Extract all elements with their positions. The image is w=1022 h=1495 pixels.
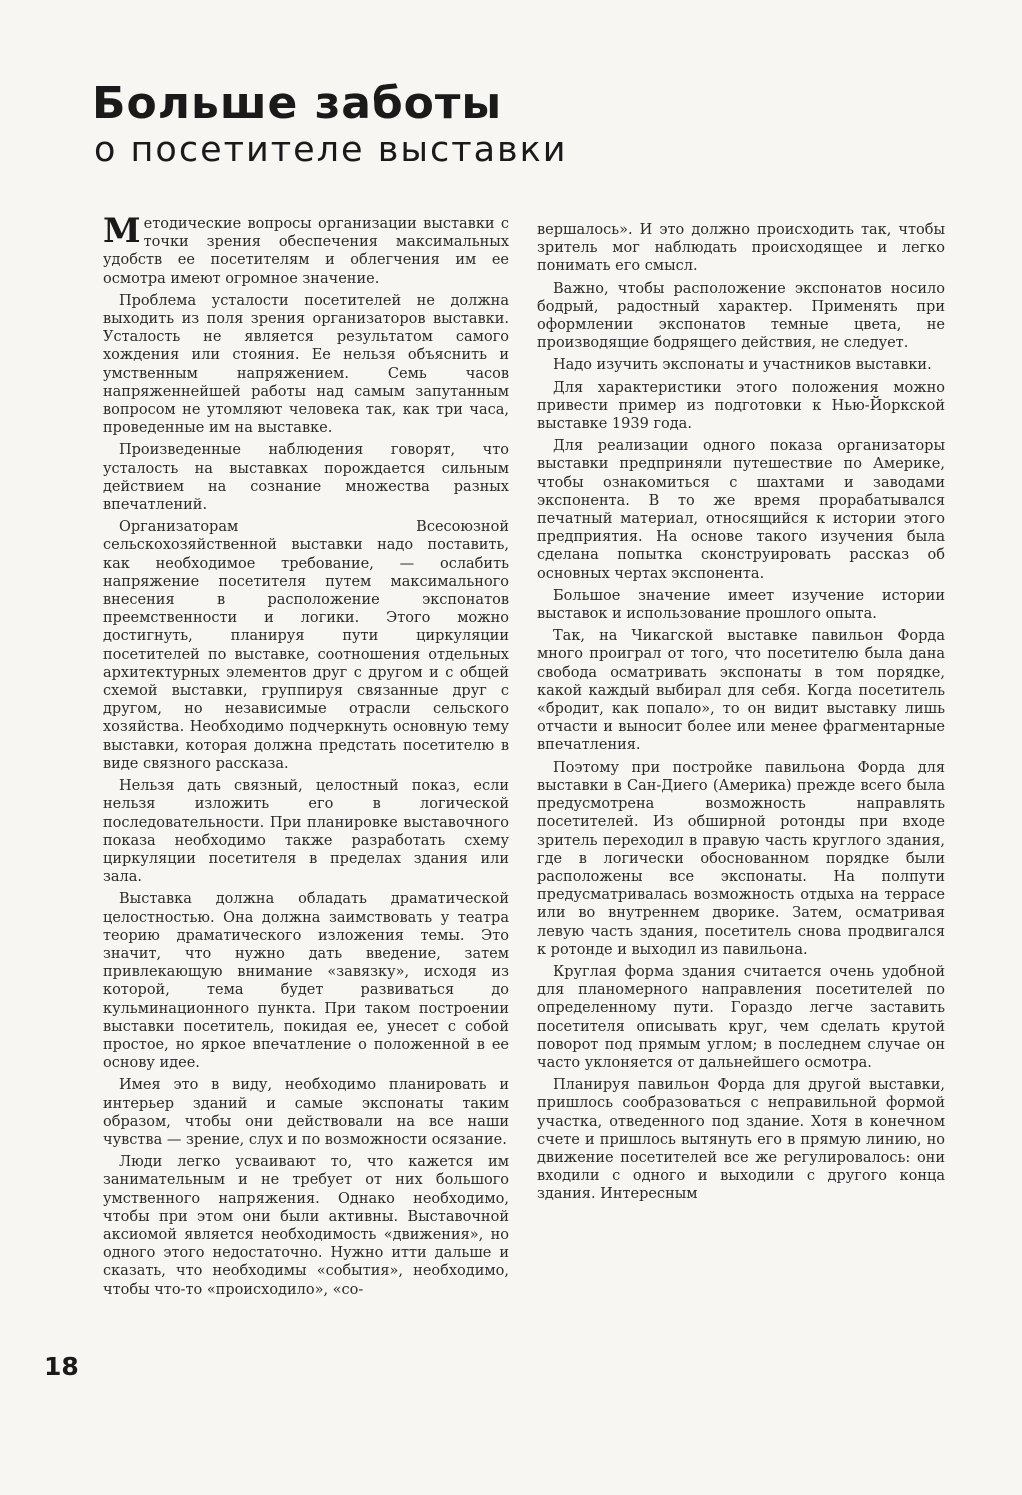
paragraph xyxy=(103,211,509,288)
paragraph: Имея это в виду, необходимо планировать и интерьер зданий и самые экспонаты таким образом, чтобы они действовали на все наши чувства — зрение, слух и по возможности осязание. xyxy=(103,1077,509,1148)
paragraph: вершалось». И это должно происходить так, чтобы зритель мог наблюдать происходящее и легко понимать его смысл. xyxy=(537,222,945,275)
paragraph: Поэтому при постройке павильона Форда для выставки в Сан-Диего (Америка) прежде всего была предусмотрена возможность направлять посетителей. Из обширной ротонды при входе зритель переходил в правую часть круглого здания, где в логически обоснованном порядке были расположены все экспонаты. На полпути предусматривалась возможность отдыха на террасе или во внутреннем дворике. Затем, осматривая левую часть здания, посетитель снова продвигался к ротонде и выходил из павильона. xyxy=(537,759,945,958)
paragraph: Организаторам Всесоюзной сельскохозяйственной выставки надо поставить, как необходимое требование, — ослабить напряжение посетителя путем максимального внесения в расположение экспонатов преемственности и логики. Этого можно достигнуть, планируя пути циркуляции посетителей по выставке, соотношения отдельных архитектурных элементов друг с другом и с общей схемой выставки, группируя связанные друг с другом, но независимые отрасли сельского хозяйства. Необходимо подчеркнуть основную тему выставки, которая должна предстать посетителю в виде связного рассказа. xyxy=(103,519,509,772)
paragraph: Проблема усталости посетителей не должна выходить из поля зрения организаторов выставки. Усталость не является результатом самого хождения или стояния. Ее нельзя объяснить и умственным напряжением. Семь часов напряженнейшей работы над самым запутанным вопросом не утомляют человека так, как три часа, проведенные им на выставке. xyxy=(103,292,509,437)
page-number: 18 xyxy=(44,1352,79,1381)
paragraph: Так, на Чикагской выставке павильон Форда много проиграл от того, что посетителю была дана свобода осматривать экспонаты в том порядке, какой каждый выбирал для себя. Когда посетитель «бродит, как попало», то он видит выставку лишь отчасти и выносит более или менее фрагментарные впечатления. xyxy=(537,628,945,754)
paragraph: Большое значение имеет изучение истории выставок и использование прошлого опыта. xyxy=(537,587,945,623)
paragraph: Надо изучить экспонаты и участников выставки. xyxy=(553,357,932,374)
drop-cap: М xyxy=(103,211,141,251)
paragraph: Для характеристики этого положения можно привести пример из подготовки к Нью-Йоркской выставке 1939 года. xyxy=(537,379,945,433)
paragraph: Круглая форма здания считается очень удобной для планомерного направления посетителей по определенному пути. Гораздо легче заставить посетителя описывать круг, чем сделать крутой поворот под прямым углом; в последнем случае он часто уклоняется от дальнейшего осмотра. xyxy=(537,963,945,1071)
paragraph: Для реализации одного показа организаторы выставки предприняли путешествие по Америке, чтобы ознакомиться с шахтами и заводами экспонента. В то же время прорабатывался печатный материал, относящийся к истории этого предприятия. На основе такого изучения была сделана попытка сконструировать рассказ об основных чертах экспонента. xyxy=(537,438,945,582)
article-title: Больше заботы xyxy=(92,78,503,129)
left-column xyxy=(103,211,509,1303)
paragraph-text: етодические вопросы организации выставки с точки зрения обеспечения максимальных удобств ее посетителям и облегчения им ее осмотра имеют огромное значение. xyxy=(103,216,509,287)
paragraph: Люди легко усваивают то, что кажется им занимательным и не требует от них большого умственного напряжения. Однако необходимо, чтобы при этом они были активны. Выставочной аксиомой является необходимость «движения», но одного этого недостаточно. Нужно итти дальше и сказать, что необходимы «события», необходимо, чтобы что-то «происходило», «со- xyxy=(103,1154,509,1298)
paragraph: Выставка должна обладать драматической целостностью. Она должна заимствовать у театра теорию драматического изложения темы. Это значит, что нужно дать введение, затем привлекающую внимание «завязку», исходя из которой, тема будет развиваться до кульминационного пункта. При таком построении выставки посетитель, покидая ее, унесет с собой простое, но яркое впечатление о положенной в ее основу идее. xyxy=(103,891,509,1072)
paragraph: Планируя павильон Форда для другой выставки, пришлось сообразоваться с неправильной формой участка, отведенного под здание. Хотя в конечном счете и пришлось вытянуть его в прямую линию, но движение посетителей все же регулировалось: они входили с одного и выходили с другого конца здания. Интересным xyxy=(537,1077,945,1203)
article-subtitle: о посетителе выставки xyxy=(94,130,568,170)
right-column xyxy=(537,221,945,1208)
paragraph: Произведенные наблюдения говорят, что усталость на выставках порождается сильным действием на сознание множества разных впечатлений. xyxy=(103,442,509,514)
paragraph: Нельзя дать связный, целостный показ, если нельзя изложить его в логической последовательности. При планировке выставочного показа необходимо также разработать схему циркуляции посетителя в пределах здания или зала. xyxy=(103,778,509,886)
paragraph: Важно, чтобы расположение экспонатов носило бодрый, радостный характер. Применять при оформлении экспонатов темные цвета, не производящие бодрящего действия, не следует. xyxy=(537,280,945,352)
